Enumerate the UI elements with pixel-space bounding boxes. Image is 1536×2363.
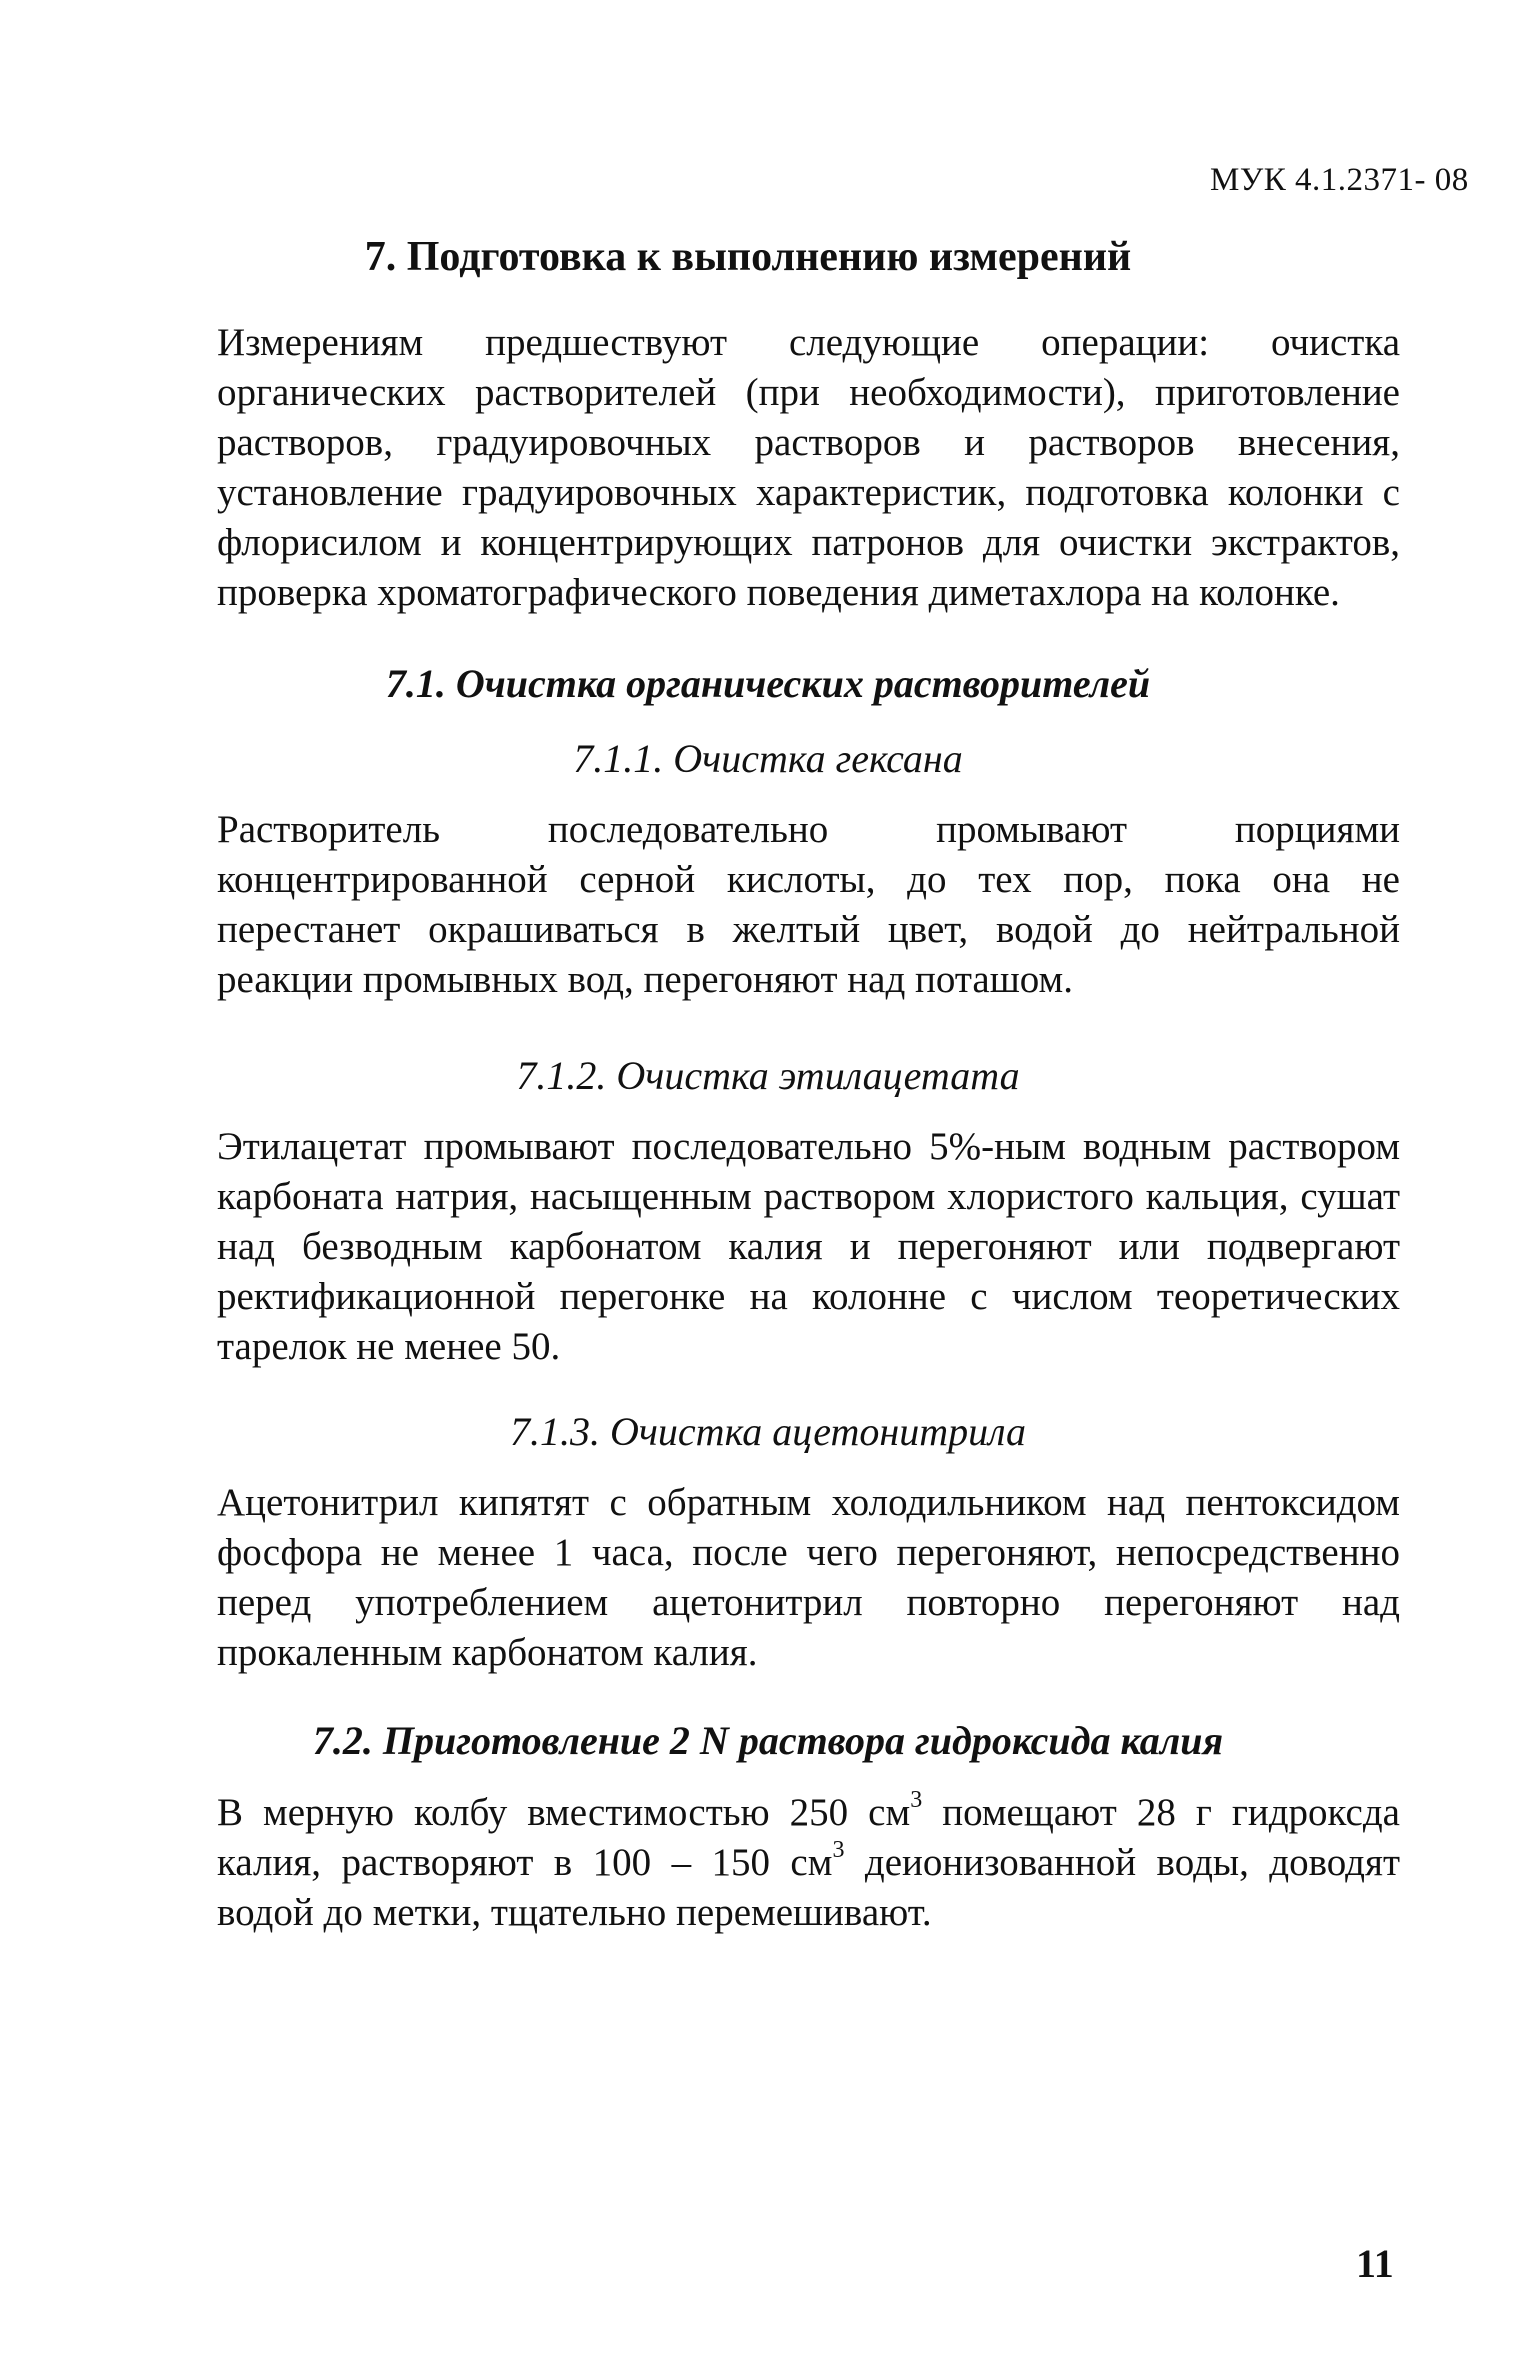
- koh-text-2: помещают 28 г гидроксда калия, растворяют в 100 – 150 см: [217, 1791, 1400, 1884]
- koh-paragraph: [217, 1788, 1400, 1938]
- intro-paragraph: [217, 318, 1400, 618]
- koh-sup-1: 3: [910, 1787, 923, 1813]
- heading-7-2-text: 7.2. Приготовление 2 N раствора гидроксида калия: [312, 1718, 1224, 1763]
- section-title-text: 7. Подготовка к выполнению измерений: [364, 234, 1132, 280]
- page-number: 11: [1356, 2241, 1394, 2286]
- document-code: МУК 4.1.2371- 08: [1210, 162, 1469, 198]
- section-title: [0, 233, 1536, 281]
- acetonitrile-paragraph: [217, 1478, 1400, 1678]
- heading-7-1-2-text: 7.1.2. Очистка этилацетата: [516, 1053, 1020, 1098]
- ethylacetate-paragraph: [217, 1122, 1400, 1372]
- koh-text-1: В мерную колбу вместимостью 250 см: [217, 1791, 911, 1834]
- ethylacetate-text: Этилацетат промывают последовательно 5%-ным водным раствором карбоната натрия, насыщенным раствором хлористого кальция, сушат над безводным карбонатом калия и перегоняют или подвергают ректификационной перегонке на колонне с числом теоретических тарелок не менее 50.: [217, 1125, 1400, 1368]
- acetonitrile-text: Ацетонитрил кипятят с обратным холодильником над пентоксидом фосфора не менее 1 часа, после чего перегоняют, непосредственно перед употреблением ацетонитрил повторно перегоняют над прокаленным карбонатом калия.: [217, 1481, 1400, 1674]
- heading-7-2: [0, 1717, 1536, 1764]
- intro-text: Измерениям предшествуют следующие операции: очистка органических растворителей (при необходимости), приготовление растворов, градуировочных растворов и растворов внесения, установление градуировочных характеристик, подготовка колонки с флорисилом и концентрирующих патронов для очистки экстрактов, проверка хроматографического поведения диметахлора на колонке.: [217, 321, 1400, 614]
- koh-text-3: деионизованной воды, доводят водой до метки, тщательно перемешивают.: [217, 1841, 1401, 1934]
- heading-7-1: [0, 660, 1536, 707]
- heading-7-1-3-text: 7.1.3. Очистка ацетонитрила: [509, 1409, 1027, 1454]
- koh-sup-2: 3: [832, 1837, 845, 1863]
- heading-7-1-1-text: 7.1.1. Очистка гексана: [573, 736, 963, 781]
- heading-7-1-text: 7.1. Очистка органических растворителей: [385, 661, 1151, 706]
- heading-7-1-2: [0, 1052, 1536, 1099]
- heading-7-1-3: [0, 1408, 1536, 1455]
- hexane-paragraph: [217, 805, 1400, 1005]
- heading-7-1-1: [0, 735, 1536, 782]
- hexane-text: Растворитель последовательно промывают порциями концентрированной серной кислоты, до тех пор, пока она не перестанет окрашиваться в желтый цвет, водой до нейтральной реакции промывных вод, перегоняют над поташом.: [217, 808, 1400, 1001]
